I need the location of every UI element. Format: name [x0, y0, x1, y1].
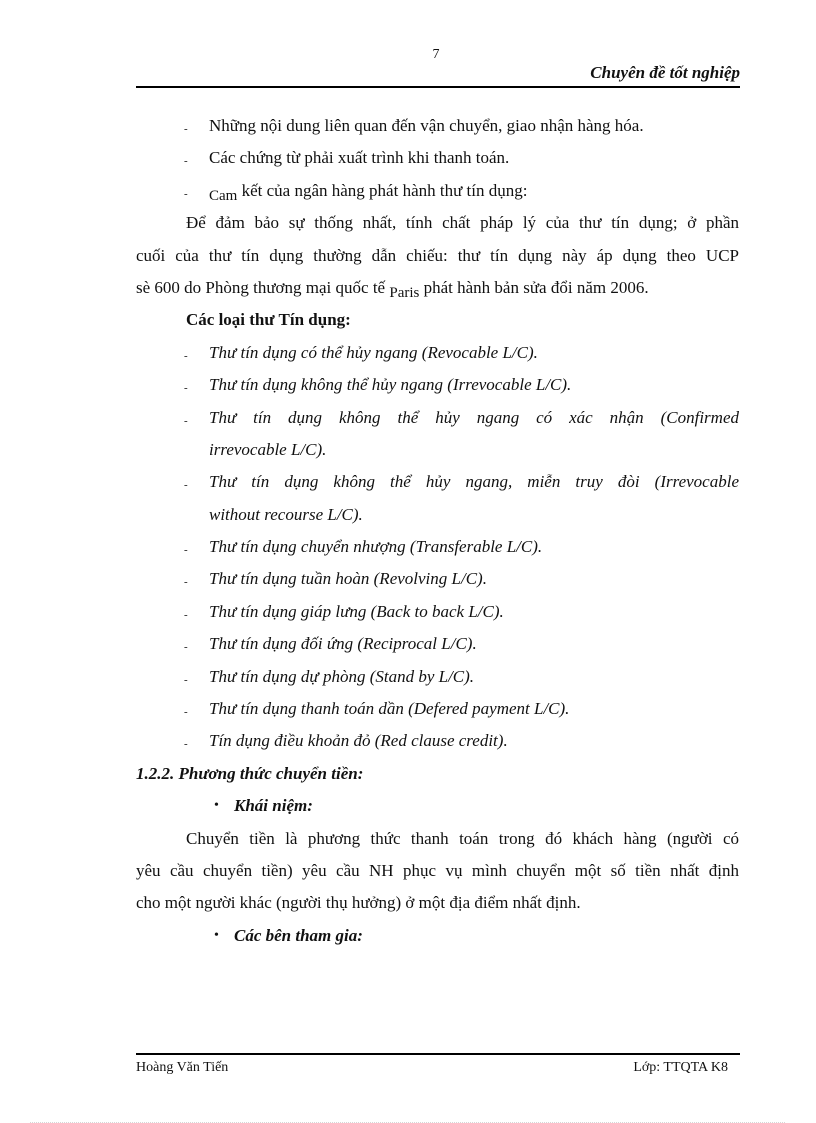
- list-item: [136, 600, 739, 632]
- bullet-dash: -: [184, 349, 188, 362]
- list-item-text: Tín dụng điều khoản đỏ (Red clause credit).: [209, 731, 508, 751]
- subsection-heading: [136, 794, 739, 826]
- list-item: [136, 729, 739, 761]
- bullet-dash: -: [184, 641, 188, 654]
- list-item: [136, 341, 739, 373]
- subsection-heading-text: Khái niệm:: [234, 796, 313, 816]
- header-rule: [136, 86, 740, 88]
- list-item: [136, 470, 739, 502]
- bullet-dot: •: [214, 927, 219, 943]
- list-item: [136, 146, 739, 178]
- list-item: [136, 535, 739, 567]
- list-item: [136, 114, 739, 146]
- list-item-text: Thư tín dụng không thể hủy ngang (Irrevocable L/C).: [209, 375, 572, 395]
- list-item-text: Thư tín dụng có thể hủy ngang (Revocable L/C).: [209, 342, 538, 362]
- list-item-text: Thư tín dụng dự phòng (Stand by L/C).: [209, 666, 475, 686]
- list-item-text: [209, 179, 739, 204]
- paragraph-line: Để đảm bảo sự thống nhất, tính chất pháp lý của thư tín dụng; ở phần: [186, 213, 739, 233]
- bullet-dash: -: [184, 544, 188, 557]
- list-item: [136, 632, 739, 664]
- bullet-dash: -: [184, 155, 188, 168]
- list-item-text: without recourse L/C).: [209, 504, 363, 524]
- list-item-continuation: [136, 438, 739, 470]
- paragraph-line: yêu cầu chuyển tiền) yêu cầu NH phục vụ mình chuyển một số tiền nhất định: [136, 860, 739, 880]
- list-item: [136, 179, 739, 211]
- bullet-dash: -: [184, 608, 188, 621]
- bullet-dash: -: [184, 673, 188, 686]
- list-item-text: Thư tín dụng tuần hoàn (Revolving L/C).: [209, 569, 487, 589]
- paragraph-line: cho một người khác (người thụ hưởng) ở một địa điểm nhất định.: [136, 893, 581, 913]
- page-number: 7: [432, 47, 440, 62]
- paragraph-line: Chuyển tiền là phương thức thanh toán trong đó khách hàng (người có: [186, 828, 739, 848]
- bullet-dash: -: [184, 382, 188, 395]
- list-item-text: Thư tín dụng không thể hủy ngang có xác nhận (Confirmed: [209, 407, 739, 427]
- list-item-text: irrevocable L/C).: [209, 439, 327, 459]
- list-item: [136, 665, 739, 697]
- paragraph-text: phát hành bản sửa đổi năm 2006.: [419, 277, 649, 297]
- list-item-text: Những nội dung liên quan đến vận chuyển, giao nhận hàng hóa.: [209, 116, 644, 135]
- list-item: [136, 567, 739, 599]
- commitment-word: Cam: [209, 187, 238, 204]
- lc-types-heading: Các loại thư Tín dụng:: [186, 310, 351, 330]
- subsection-heading: [136, 924, 739, 956]
- bullet-dash: -: [184, 479, 188, 492]
- list-item-text: Thư tín dụng thanh toán dần (Defered payment L/C).: [209, 699, 570, 719]
- paragraph-line: [136, 276, 739, 308]
- document-body: [136, 114, 739, 956]
- paris-word: Paris: [389, 284, 420, 301]
- footer-class: Lớp: TTQTA K8: [633, 1060, 728, 1075]
- list-item-text: Các chứng từ phải xuất trình khi thanh toán.: [209, 148, 510, 168]
- list-item: [136, 373, 739, 405]
- subsection-heading-text: Các bên tham gia:: [234, 925, 363, 945]
- list-item-text: Thư tín dụng chuyển nhượng (Transferable L/C).: [209, 537, 543, 557]
- paragraph-line: cuối của thư tín dụng thường dẫn chiếu: thư tín dụng này áp dụng theo UCP: [136, 245, 739, 265]
- footer-author: Hoàng Văn Tiến: [136, 1060, 229, 1075]
- header-title: Chuyên đề tốt nghiệp: [590, 63, 740, 82]
- commitment-rest: kết của ngân hàng phát hành thư tín dụng:: [237, 180, 528, 200]
- list-item: [136, 406, 739, 438]
- footer-rule: [136, 1053, 740, 1055]
- bullet-dash: -: [184, 706, 188, 719]
- bullet-dash: -: [184, 576, 188, 589]
- list-item: [136, 697, 739, 729]
- bullet-dot: •: [214, 798, 219, 814]
- list-item-text: Thư tín dụng không thể hủy ngang, miễn truy đòi (Irrevocable: [209, 472, 739, 492]
- paragraph-text: sè 600 do Phòng thương mại quốc tế: [136, 277, 390, 297]
- section-heading: 1.2.2. Phương thức chuyển tiền:: [136, 763, 364, 783]
- bullet-dash: -: [184, 738, 188, 751]
- bullet-dash: -: [184, 123, 188, 135]
- list-item-continuation: [136, 503, 739, 535]
- bullet-dash: -: [184, 414, 188, 427]
- bullet-dash: -: [184, 187, 188, 200]
- list-item-text: Thư tín dụng đối ứng (Reciprocal L/C).: [209, 634, 477, 654]
- list-item-text: Thư tín dụng giáp lưng (Back to back L/C).: [209, 601, 504, 621]
